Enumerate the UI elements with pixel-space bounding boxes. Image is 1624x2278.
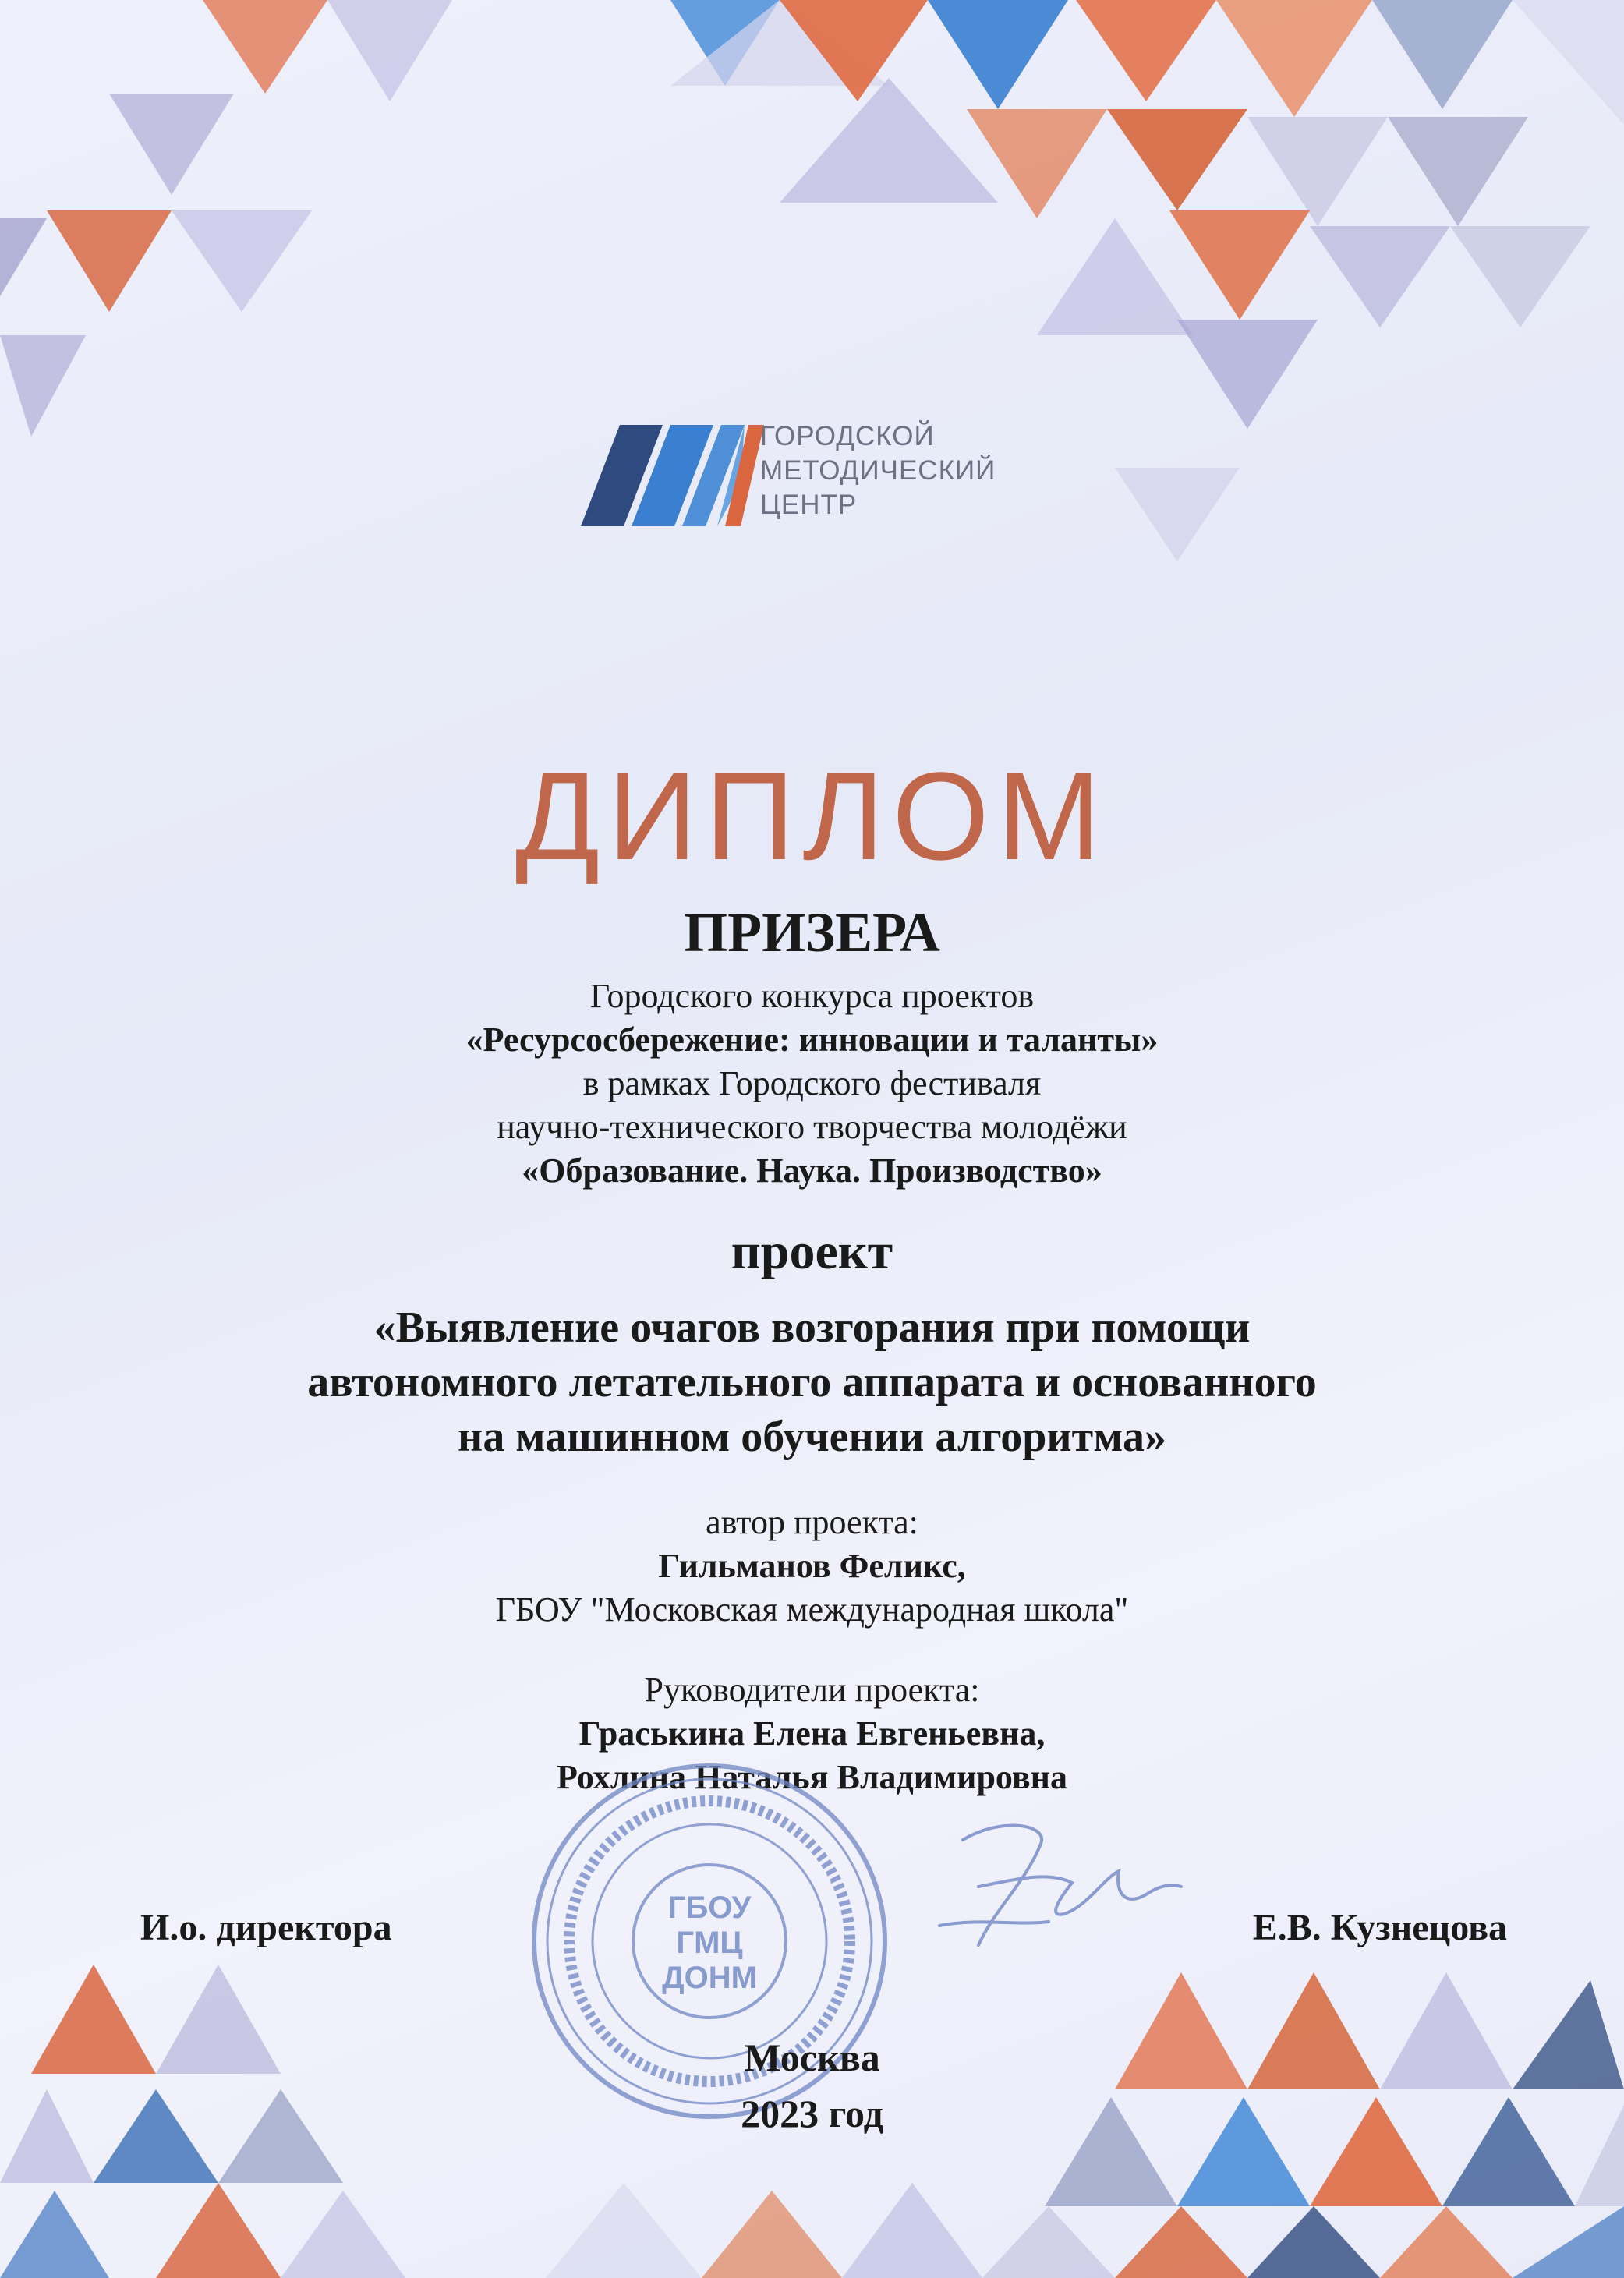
- diploma-title: ДИПЛОМ: [515, 746, 1109, 886]
- festival-name: «Образование. Наука. Производство»: [522, 1151, 1102, 1190]
- city: Москва: [744, 2036, 880, 2079]
- leaders-label: Руководители проекта:: [644, 1671, 980, 1709]
- project-title-line-1: «Выявление очагов возгорания при помощи: [373, 1303, 1251, 1352]
- author-block: [0, 1501, 1624, 1632]
- author-label: автор проекта:: [706, 1503, 918, 1541]
- contest-name: «Ресурсосбережение: инновации и таланты»: [465, 1021, 1159, 1059]
- author-school: ГБОУ "Московская международная школа": [495, 1590, 1129, 1629]
- director-name: Е.В. Кузнецова: [1252, 1907, 1507, 1948]
- contest-line-4: научно-технического творчества молодёжи: [497, 1108, 1127, 1146]
- logo-line-3: ЦЕНТР: [760, 490, 858, 520]
- contest-line-3: в рамках Городского фестиваля: [582, 1064, 1042, 1102]
- leader-1: Граськина Елена Евгеньевна,: [578, 1714, 1046, 1753]
- stamp-line-1: ГБОУ: [667, 1891, 752, 1925]
- director-label: И.о. директора: [140, 1907, 392, 1948]
- author-name: Гильманов Феликс,: [658, 1547, 966, 1585]
- project-title-line-2: автономного летательного аппарата и основанного: [307, 1358, 1317, 1406]
- stamp-line-2: ГМЦ: [676, 1926, 743, 1960]
- stamp-line-3: ДОНМ: [662, 1961, 757, 1995]
- contest-line-1: Городского конкурса проектов: [589, 977, 1035, 1015]
- project-title-line-3: на машинном обучении алгоритма»: [458, 1413, 1166, 1461]
- diploma-subtitle: ПРИЗЕРА: [684, 901, 940, 964]
- year: 2023 год: [741, 2092, 883, 2135]
- contest-description: [0, 975, 1624, 1193]
- director-signature: [932, 1809, 1189, 1957]
- project-label: проект: [731, 1223, 893, 1280]
- leader-2: Рохлина Наталья Владимировна: [557, 1758, 1067, 1796]
- place-and-year: [0, 2029, 1624, 2142]
- logo-text: [760, 419, 996, 522]
- logo-line-1: ГОРОДСКОЙ: [760, 421, 935, 451]
- project-title: [0, 1300, 1624, 1464]
- logo-line-2: МЕТОДИЧЕСКИЙ: [760, 455, 996, 486]
